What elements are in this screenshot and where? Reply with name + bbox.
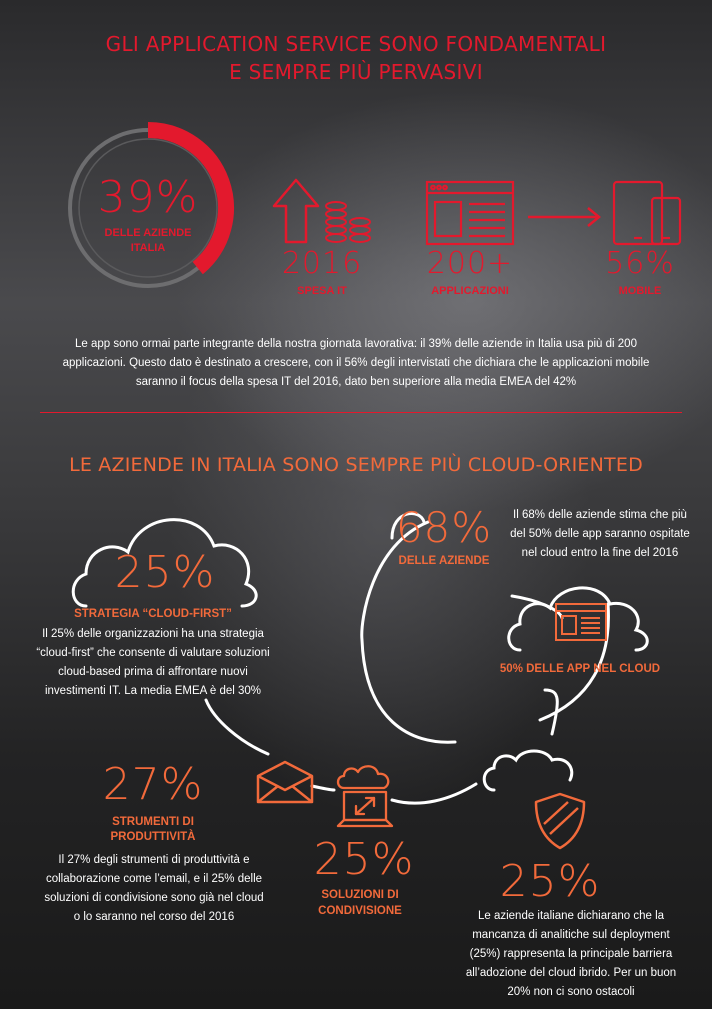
aziende-text-line1: Il 68% delle aziende stima che più bbox=[513, 509, 687, 521]
cloud-first-label: STRATEGIA “CLOUD-FIRST” bbox=[74, 608, 232, 620]
analitiche-text-line3: (25%) rappresenta la principale barriera bbox=[469, 948, 673, 960]
cloud-first-text-line3: cloud-based prima di affrontare nuovi bbox=[58, 666, 248, 678]
condivisione-label-line2: CONDIVISIONE bbox=[318, 905, 402, 917]
shield-icon bbox=[480, 750, 600, 854]
app-cloud-label: 50% DELLE APP NEL CLOUD bbox=[499, 663, 661, 675]
envelope-icon bbox=[256, 760, 314, 804]
strumenti-text-line2: collaborazione come l’email, e il 25% delle bbox=[45, 873, 263, 885]
strumenti-text-line3: soluzioni di condivisione sono già nel cloud bbox=[44, 892, 264, 904]
strumenti-label-line2: PRODUTTIVITÀ bbox=[110, 831, 196, 843]
strumenti-label bbox=[88, 815, 218, 845]
analitiche-text-line2: mancanza di analitiche sul deployment bbox=[472, 929, 670, 941]
strumenti-text-line4: o lo saranno nel corso del 2016 bbox=[73, 911, 235, 923]
analitiche-text-line1: Le aziende italiane dichiarano che la bbox=[477, 910, 665, 922]
donut-value: 39% bbox=[97, 172, 199, 223]
section1-paragraph-line3: saranno il focus della spesa IT del 2016, dato ben superiore alla media EMEA del 42% bbox=[135, 376, 577, 388]
cloud-first-text-line1: Il 25% delle organizzazioni ha una strategia bbox=[42, 628, 264, 640]
stat-2016-value: 2016 bbox=[281, 246, 363, 281]
condivisione-label-line1: SOLUZIONI DI bbox=[321, 889, 399, 901]
stat-mobile-label: MOBILE bbox=[618, 285, 662, 297]
aziende-label: DELLE AZIENDE bbox=[398, 555, 490, 567]
aziende-text-line2: del 50% delle app saranno ospitate bbox=[510, 528, 690, 540]
section1-title-line2: E SEMPRE PIÙ PERVASIVI bbox=[229, 60, 483, 84]
aziende-text bbox=[500, 506, 700, 563]
stat-2016-label: SPESA IT bbox=[297, 285, 347, 297]
cloud-first-text-line2: “cloud-first” che consente di valutare soluzioni bbox=[36, 647, 270, 659]
stat-apps-value: 200+ bbox=[426, 246, 514, 281]
stat-apps-label: APPLICAZIONI bbox=[431, 285, 509, 297]
donut-label-line1: DELLE AZIENDE bbox=[104, 227, 192, 239]
stat-mobile-value: 56% bbox=[605, 246, 675, 281]
condivisione-value: 25% bbox=[313, 834, 415, 885]
strumenti-label-line1: STRUMENTI DI bbox=[112, 816, 194, 828]
cloud-icon bbox=[504, 578, 656, 654]
cloud-first-text-line4: investimenti IT. La media EMEA è del 30% bbox=[44, 685, 262, 697]
strumenti-text-line1: Il 27% degli strumenti di produttività e bbox=[58, 854, 250, 866]
donut-label-line2: ITALIA bbox=[130, 242, 166, 254]
cloud-first-text bbox=[28, 625, 278, 701]
cloud-first-value: 25% bbox=[114, 547, 216, 598]
analitiche-text-line4: all’adozione del cloud ibrido. Per un buon bbox=[465, 967, 677, 979]
analitiche-text bbox=[440, 907, 702, 1002]
section1-title-line1: GLI APPLICATION SERVICE SONO FONDAMENTALI bbox=[105, 32, 607, 56]
analitiche-value: 25% bbox=[499, 856, 601, 907]
condivisione-label bbox=[290, 887, 430, 919]
aziende-text-line3: nel cloud entro la fine del 2016 bbox=[521, 547, 679, 559]
analitiche-text-line5: 20% non ci sono ostacoli bbox=[507, 986, 635, 998]
cloud-laptop-icon bbox=[334, 764, 396, 830]
aziende-value: 68% bbox=[395, 503, 493, 552]
section1-paragraph-line2: applicazioni. Questo dato è destinato a crescere, con il 56% degli intervistati che dichiara che le applicazioni mobile bbox=[62, 357, 650, 369]
section1-paragraph-line1: Le app sono ormai parte integrante della nostra giornata lavorativa: il 39% delle aziende in Italia usa più di 200 bbox=[75, 338, 637, 350]
strumenti-text bbox=[20, 851, 288, 927]
section2-title: LE AZIENDE IN ITALIA SONO SEMPRE PIÙ CLOUD-ORIENTED bbox=[69, 454, 643, 476]
strumenti-value: 27% bbox=[102, 759, 204, 810]
